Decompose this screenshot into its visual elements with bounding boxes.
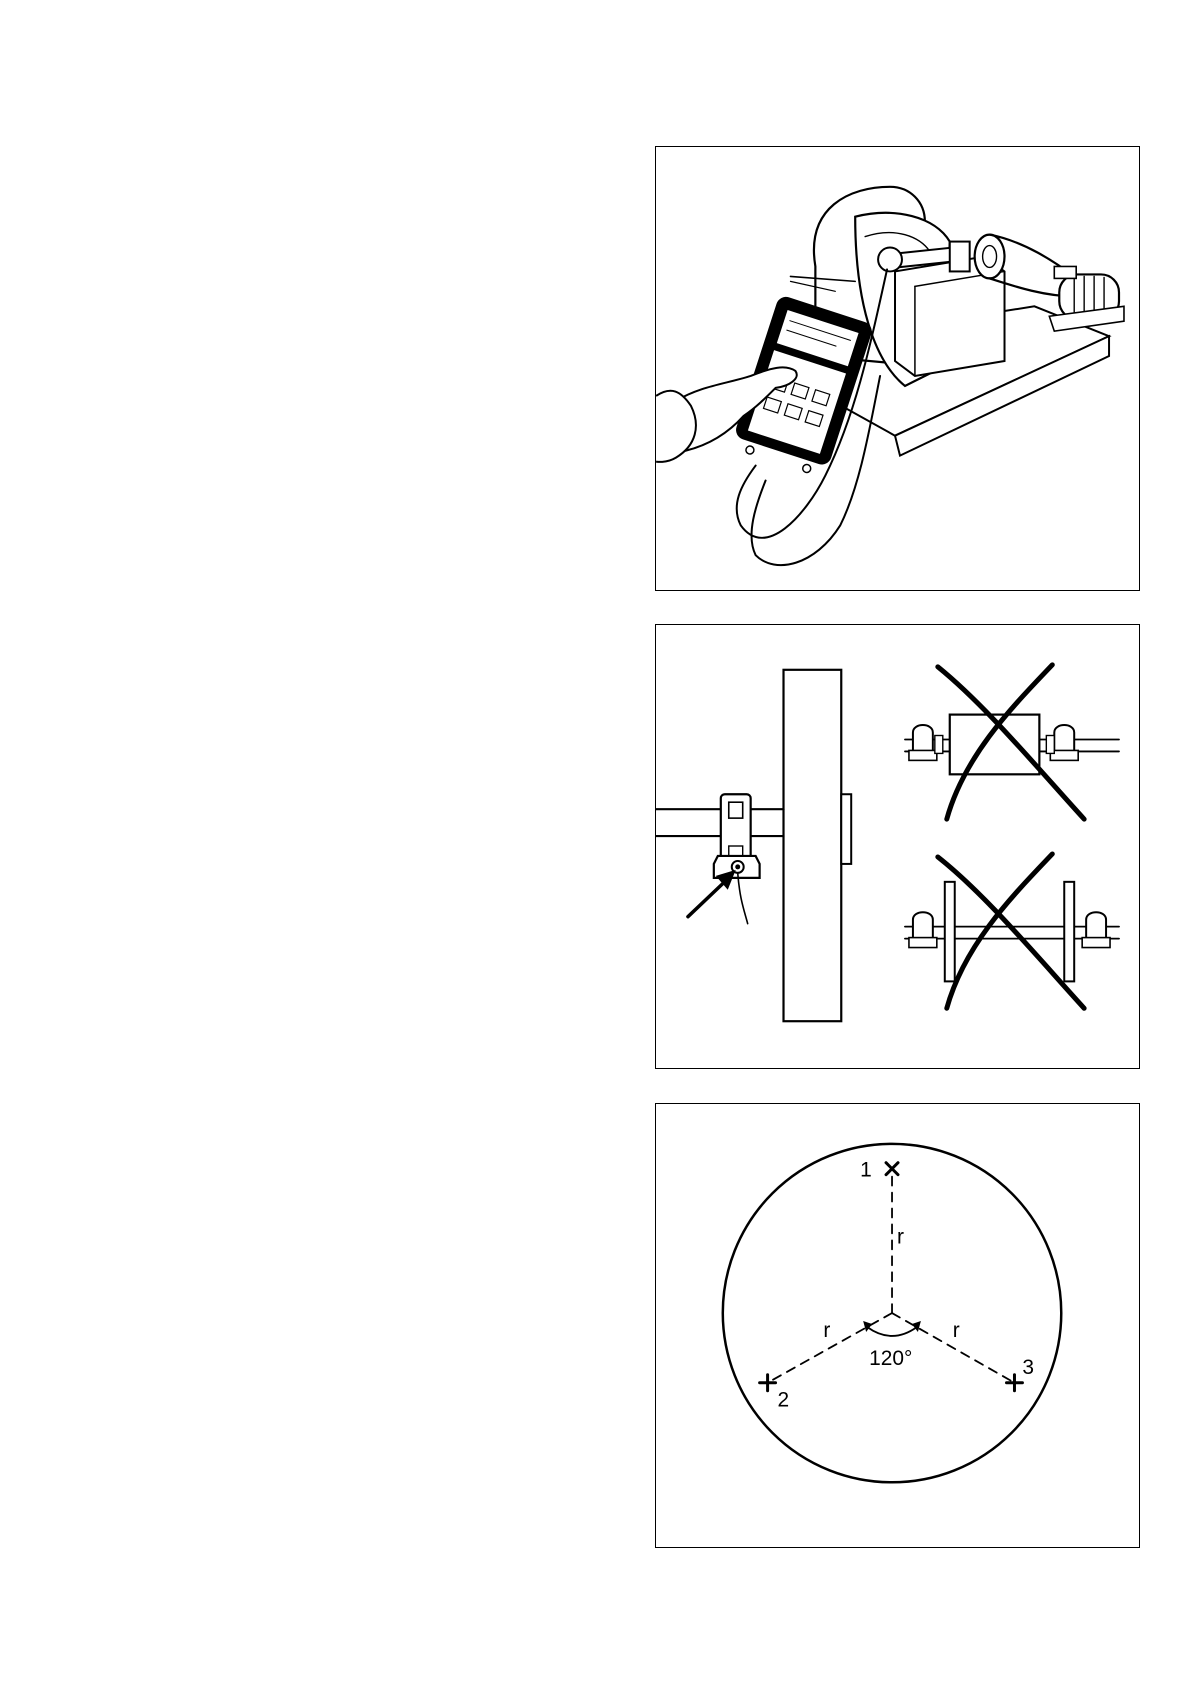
fan-measurement-illustration-icon xyxy=(656,147,1139,590)
angle-label: 120° xyxy=(869,1346,913,1370)
sensor-placement-diagram-icon xyxy=(656,625,1139,1068)
rotor-between-bearings-wrong-icon xyxy=(905,665,1119,819)
position-3-label: 3 xyxy=(1022,1355,1035,1379)
figure-test-weight-positions xyxy=(655,1103,1140,1548)
sensor-placement-correct-icon xyxy=(656,670,851,1021)
radius-label-left: r xyxy=(823,1318,831,1342)
position-1-label: 1 xyxy=(860,1158,872,1182)
position-2-label: 2 xyxy=(777,1388,790,1412)
radius-label-right: r xyxy=(952,1318,960,1342)
double-disc-rotor-wrong-icon xyxy=(905,854,1119,1008)
rotor-disc-diagram-icon xyxy=(656,1104,1139,1547)
radius-label-vertical: r xyxy=(897,1225,904,1249)
figure-instrument-on-fan xyxy=(655,146,1140,591)
figure-sensor-placement xyxy=(655,624,1140,1069)
